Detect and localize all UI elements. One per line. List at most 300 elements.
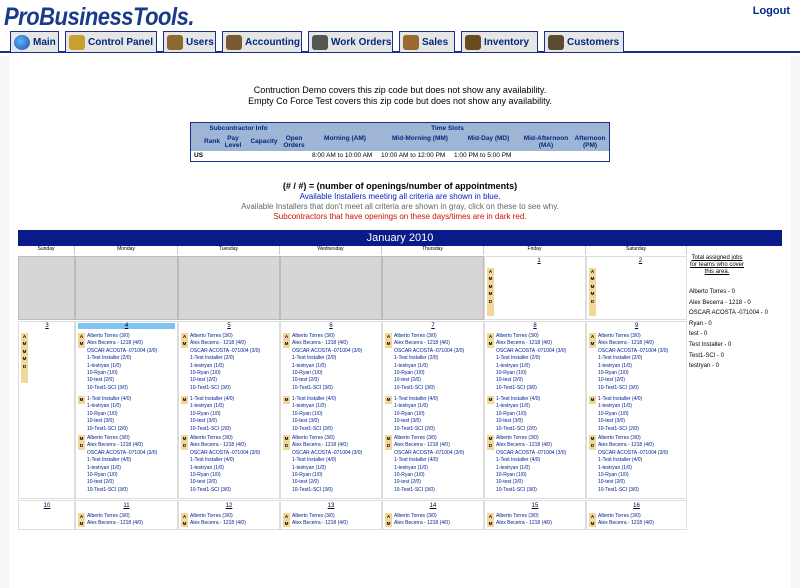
w2-4-d-slot-bar <box>385 435 392 450</box>
installer-entry[interactable]: Alex Becerra - 1218 (4/0) <box>292 520 348 527</box>
slot-letter: M <box>182 521 187 527</box>
installer-entry[interactable]: 10-test (2/0) <box>190 479 217 486</box>
slot-letter: A <box>590 514 595 519</box>
slot-letter: M <box>590 341 595 347</box>
tools-icon <box>69 35 85 50</box>
day-number[interactable]: 1 <box>537 258 541 264</box>
installer-entry[interactable]: 10-test (2/0) <box>394 377 421 384</box>
installer-entry[interactable]: 10-test (3/0) <box>190 418 217 425</box>
installer-entry[interactable]: 1-testryan (1/0) <box>598 403 632 410</box>
slot-letter: A <box>79 334 84 339</box>
installer-entry[interactable]: 10-Ryan (1/0) <box>190 370 221 376</box>
installer-entry[interactable]: 10-Test1-SCI (3/0) <box>394 384 435 391</box>
slot-letter: M <box>590 521 595 527</box>
w2-4-m-slot-bar <box>385 396 392 404</box>
installer-entry[interactable]: 10-test (3/0) <box>496 418 523 425</box>
installer-entry[interactable]: 10-test (2/0) <box>292 479 319 486</box>
installer-entry[interactable]: Alex Becerra - 1218 (4/0) <box>87 520 143 527</box>
slot-letter: M <box>182 341 187 347</box>
day-header-friday: Friday <box>484 246 586 255</box>
installer-entry[interactable]: Alex Becerra - 1218 (4/0) <box>394 340 450 347</box>
col-mid-afternoon: Mid-Afternoon (MA) <box>523 135 569 149</box>
installer-entry[interactable]: Alberto Torres (3/0) <box>190 513 233 519</box>
w2-2-d-slot-bar <box>181 435 188 450</box>
installer-entry[interactable]: Alberto Torres (3/0) <box>394 513 437 519</box>
row-mm: 10:00 AM to 12:00 PM <box>381 152 446 159</box>
slot-letter: M <box>284 521 289 527</box>
installer-entry[interactable]: 1-Test Installer (2/0) <box>190 355 235 362</box>
installer-entry[interactable]: 1-testryan (1/0) <box>598 464 632 471</box>
installer-entry[interactable]: 10-test (2/0) <box>496 377 523 384</box>
slot-letter: M <box>22 348 27 354</box>
installer-entry[interactable]: 10-Test1-SCI (3/0) <box>87 384 128 391</box>
installer-entry[interactable]: 10-Test1-SCI (2/0) <box>292 425 333 432</box>
installer-entry[interactable]: 10-Ryan (1/0) <box>496 410 527 417</box>
tab-users[interactable]: Users <box>163 31 216 52</box>
installer-entry[interactable]: Alberto Torres (3/0) <box>292 333 335 339</box>
installer-entry[interactable]: 10-Ryan (1/0) <box>292 410 323 417</box>
installer-entry[interactable]: 10-Ryan (1/0) <box>292 472 323 478</box>
day-number[interactable]: 8 <box>533 323 537 329</box>
installer-entry[interactable]: 10-Test1-SCI (3/0) <box>598 486 639 493</box>
installer-entry[interactable]: 1-testryan (1/0) <box>87 362 121 369</box>
day-number[interactable]: 16 <box>633 503 640 509</box>
slot-letter: M <box>590 436 595 441</box>
day-header-monday: Monday <box>75 246 178 255</box>
installer-entry[interactable]: 1-Test Installer (2/0) <box>598 355 643 362</box>
installer-entry[interactable]: 1-testryan (1/0) <box>394 403 428 410</box>
installer-entry[interactable]: 10-test (3/0) <box>292 418 319 425</box>
tab-main[interactable]: Main <box>10 31 59 52</box>
installer-entry[interactable]: OSCAR ACOSTA -071004 (3/0) <box>496 449 567 456</box>
col-mid-morning: Mid-Morning (MM) <box>392 135 448 142</box>
tab-work-orders[interactable]: Work Orders <box>308 31 393 52</box>
installer-entry[interactable]: Alberto Torres (3/0) <box>87 333 130 339</box>
tab-customers[interactable]: Customers <box>544 31 624 52</box>
day-number[interactable]: 13 <box>327 503 335 509</box>
installer-entry[interactable]: 1-Test Installer (4/0) <box>87 457 132 464</box>
installer-entry[interactable]: Alberto Torres (3/0) <box>292 435 335 441</box>
installer-entry[interactable]: OSCAR ACOSTA -071004 (3/0) <box>87 347 158 354</box>
col-mid-day: Mid-Day (MD) <box>467 135 510 142</box>
installer-entry[interactable]: 1-Test Installer (4/0) <box>87 396 132 402</box>
slot-letter: A <box>488 514 493 519</box>
installer-entry[interactable]: Alberto Torres (3/0) <box>598 513 641 519</box>
slot-letter: M <box>488 521 493 527</box>
slot-letter: D <box>386 443 391 449</box>
installer-entry[interactable]: 1-testryan (1/0) <box>292 362 326 369</box>
installer-entry[interactable]: 10-Test1-SCI (3/0) <box>496 486 537 493</box>
installer-entry[interactable]: 1-testryan (1/0) <box>190 362 224 369</box>
installer-entry[interactable]: 10-test (2/0) <box>394 479 421 486</box>
installer-entry[interactable]: 10-Test1-SCI (2/0) <box>598 425 639 432</box>
installer-entry[interactable]: 10-test (3/0) <box>598 418 625 425</box>
installer-entry[interactable]: 1-Test Installer (2/0) <box>394 355 439 362</box>
day-cell-w1-6[interactable] <box>586 256 687 320</box>
installer-entry[interactable]: Alberto Torres (3/0) <box>496 333 539 339</box>
installer-entry[interactable]: 10-test (2/0) <box>598 479 625 486</box>
w2-5-m-slot-bar <box>487 396 494 404</box>
installer-entry[interactable]: Alex Becerra - 1218 (4/0) <box>292 442 348 449</box>
installer-entry[interactable]: 10-Ryan (1/0) <box>87 410 118 417</box>
installer-entry[interactable]: 10-Test1-SCI (2/0) <box>190 425 231 432</box>
installer-entry[interactable]: Alberto Torres (3/0) <box>190 435 233 441</box>
row-am: 8:00 AM to 10:00 AM <box>312 152 373 159</box>
installer-entry[interactable]: Alex Becerra - 1218 (4/0) <box>496 520 552 527</box>
day-header-thursday: Thursday <box>382 246 484 255</box>
notice-line-2: Empty Co Force Test covers this zip code but does not show any availability. <box>248 96 552 106</box>
tab-sales[interactable]: Sales <box>399 31 455 52</box>
installer-entry[interactable]: 10-Ryan (1/0) <box>394 410 425 417</box>
day-number[interactable]: 11 <box>123 503 130 509</box>
slot-letter: M <box>386 436 391 441</box>
installer-entry[interactable]: 10-test (3/0) <box>87 418 114 425</box>
installer-entry[interactable]: 1-testryan (1/0) <box>87 464 121 471</box>
w2-5-a-slot-bar <box>487 333 494 348</box>
day-header-saturday: Saturday <box>586 246 687 255</box>
day-number[interactable]: 10 <box>43 503 51 509</box>
installer-entry[interactable]: Alex Becerra - 1218 (4/0) <box>598 442 654 449</box>
installer-entry[interactable]: OSCAR ACOSTA -071004 (3/0) <box>190 347 261 354</box>
installer-entry[interactable]: 10-test (2/0) <box>598 377 625 384</box>
time-slots-header <box>191 123 609 151</box>
assigned-jobs-item: Alex Becerra - 1218 - 0 <box>689 299 751 306</box>
slot-letter: A <box>590 269 595 274</box>
installer-entry[interactable]: 10-Ryan (1/0) <box>292 370 323 376</box>
installer-entry[interactable]: Alex Becerra - 1218 (4/0) <box>598 340 654 347</box>
users-icon <box>167 35 183 50</box>
installer-entry[interactable]: 10-Test1-SCI (3/0) <box>87 486 128 493</box>
slot-letter: A <box>590 334 595 339</box>
customers-icon <box>548 35 564 50</box>
assigned-jobs-item: testryan - 0 <box>689 363 720 370</box>
installer-entry[interactable]: 1-Test Installer (4/0) <box>394 396 439 402</box>
slot-letter: D <box>182 443 187 449</box>
w3-2-slot-bar <box>181 513 188 527</box>
slot-letter: M <box>386 341 391 347</box>
installer-entry[interactable]: OSCAR ACOSTA -071004 (3/0) <box>394 449 465 456</box>
slot-letter: M <box>284 397 289 402</box>
header-subcontractor-info: Subcontractor Info <box>209 125 268 132</box>
col-pay-level: Pay Level <box>224 135 242 149</box>
slot-letter: M <box>79 397 84 402</box>
slot-letter: M <box>590 283 595 289</box>
installer-entry[interactable]: 10-Test1-SCI (2/0) <box>87 425 128 432</box>
installer-entry[interactable]: 10-test (2/0) <box>496 479 523 486</box>
installer-entry[interactable]: 1-testryan (1/0) <box>190 464 224 471</box>
slot-letter: M <box>79 341 84 347</box>
installer-entry[interactable]: 10-Ryan (1/0) <box>496 370 527 376</box>
installer-entry[interactable]: Alex Becerra - 1218 (4/0) <box>190 442 246 449</box>
installer-entry[interactable]: Alberto Torres (3/0) <box>496 435 539 441</box>
notice-line-1: Contruction Demo covers this zip code but does not show any availability. <box>253 85 547 95</box>
day-header-sunday: Sunday <box>18 246 75 255</box>
installer-entry[interactable]: OSCAR ACOSTA -071004 (3/0) <box>598 347 669 354</box>
day-cell-w1-0 <box>18 256 75 320</box>
installer-entry[interactable]: 10-test (2/0) <box>292 377 319 384</box>
slot-letter: A <box>79 514 84 519</box>
slot-letter: A <box>284 334 289 339</box>
installer-entry[interactable]: Alex Becerra - 1218 (4/0) <box>394 520 450 527</box>
slot-letter: A <box>386 514 391 519</box>
slot-letter: A <box>182 334 187 339</box>
installer-entry[interactable]: Alex Becerra - 1218 (4/0) <box>394 442 450 449</box>
slot-letter: M <box>79 521 84 527</box>
slot-letter: M <box>488 283 493 289</box>
w2-6-d-slot-bar <box>589 435 596 450</box>
w3-1-slot-bar <box>78 513 85 527</box>
installer-entry[interactable]: 10-test (2/0) <box>190 377 217 384</box>
installer-entry[interactable]: 1-Test Installer (4/0) <box>394 457 439 464</box>
assigned-jobs-item: Alberto Torres - 0 <box>689 289 735 295</box>
slot-letter: M <box>488 291 493 297</box>
installer-entry[interactable]: 10-Test1-SCI (3/0) <box>292 384 333 391</box>
slot-letter: A <box>488 269 493 274</box>
installer-entry[interactable]: Alberto Torres (3/0) <box>87 513 130 519</box>
installer-entry[interactable]: 1-Test Installer (2/0) <box>496 355 541 362</box>
legend-red: Subcontractors that have openings on these days/times are in dark red. <box>273 212 527 221</box>
installer-entry[interactable]: 1-testryan (1/0) <box>292 464 326 471</box>
slot-letter: M <box>182 436 187 441</box>
slot-letter: A <box>488 334 493 339</box>
slot-letter: D <box>79 443 84 449</box>
w2-2-m-slot-bar <box>181 396 188 404</box>
installer-entry[interactable]: 10-test (2/0) <box>87 377 114 384</box>
day-number[interactable]: 9 <box>634 323 639 329</box>
slot-letter: M <box>488 276 493 282</box>
app-logo[interactable]: ProBusinessTools. <box>4 2 194 31</box>
installer-entry[interactable]: 10-Ryan (1/0) <box>598 410 629 417</box>
installer-entry[interactable]: 1-Test Installer (4/0) <box>598 457 643 464</box>
slot-letter: M <box>22 356 27 362</box>
day-number[interactable]: 7 <box>431 323 435 329</box>
installer-entry[interactable]: 10-test (2/0) <box>87 479 114 486</box>
installer-entry[interactable]: 1-Test Installer (4/0) <box>598 396 643 402</box>
day-header-wednesday: Wednesday <box>280 246 382 255</box>
assigned-jobs-item: test - 0 <box>689 331 708 338</box>
installer-entry[interactable]: OSCAR ACOSTA -071004 (3/0) <box>496 347 567 354</box>
w3-4-slot-bar <box>385 513 392 527</box>
installer-entry[interactable]: 1-Test Installer (4/0) <box>292 457 337 464</box>
installer-entry[interactable]: 10-Ryan (1/0) <box>394 370 425 376</box>
installer-entry[interactable]: Alberto Torres (3/0) <box>394 333 437 339</box>
slot-letter: M <box>284 436 289 441</box>
installer-entry[interactable]: 1-Test Installer (4/0) <box>190 457 235 464</box>
installer-entry[interactable]: OSCAR ACOSTA -071004 (3/0) <box>87 449 158 456</box>
assigned-jobs-item: Ryan - 0 <box>689 320 712 327</box>
assigned-jobs-item: OSCAR ACOSTA -071004 - 0 <box>689 310 768 317</box>
left-margin <box>0 56 9 588</box>
installer-entry[interactable]: 10-Ryan (1/0) <box>87 472 118 478</box>
installer-entry[interactable]: Alberto Torres (3/0) <box>292 513 335 519</box>
slot-letter: A <box>386 334 391 339</box>
inventory-icon <box>465 35 481 50</box>
installer-entry[interactable]: OSCAR ACOSTA -071004 (3/0) <box>292 449 363 456</box>
time-slots-row <box>191 151 609 161</box>
installer-entry[interactable]: 1-Test Installer (4/0) <box>496 457 541 464</box>
slot-letter: D <box>488 443 493 449</box>
main-nav <box>0 31 800 53</box>
day-number[interactable]: 14 <box>429 503 437 509</box>
slot-letter: M <box>488 397 493 402</box>
installer-entry[interactable]: 1-testryan (1/0) <box>496 403 530 410</box>
installer-entry[interactable]: Alberto Torres (3/0) <box>394 435 437 441</box>
w2-3-d-slot-bar <box>283 435 290 450</box>
slot-letter: M <box>590 291 595 297</box>
w3-5-slot-bar <box>487 513 494 527</box>
installer-entry[interactable]: 10-Ryan (1/0) <box>190 472 221 478</box>
installer-entry[interactable]: Alberto Torres (3/0) <box>190 333 233 339</box>
installer-entry[interactable]: 10-Test1-SCI (2/0) <box>496 425 537 432</box>
installer-entry[interactable]: Alex Becerra - 1218 (4/0) <box>87 340 143 347</box>
globe-icon <box>14 35 30 50</box>
tab-control-panel[interactable]: Control Panel <box>65 31 157 52</box>
calendar-month-title: January 2010 <box>18 230 782 246</box>
installer-entry[interactable]: 10-Ryan (1/0) <box>598 370 629 376</box>
installer-entry[interactable]: 10-Ryan (1/0) <box>87 370 118 376</box>
day-cell-w1-2 <box>178 256 280 320</box>
installer-entry[interactable]: 1-testryan (1/0) <box>496 464 530 471</box>
installer-entry[interactable]: 1-testryan (1/0) <box>598 362 632 369</box>
installer-entry[interactable]: 1-testryan (1/0) <box>394 362 428 369</box>
installer-entry[interactable]: 1-Test Installer (2/0) <box>292 355 337 362</box>
slot-letter: M <box>386 521 391 527</box>
col-rank: Rank <box>204 138 220 145</box>
time-slots-table <box>190 122 610 162</box>
w2-5-d-slot-bar <box>487 435 494 450</box>
w2-2-a-slot-bar <box>181 333 188 348</box>
installer-entry[interactable]: OSCAR ACOSTA -071004 (3/0) <box>292 347 363 354</box>
installer-entry[interactable]: 10-Ryan (1/0) <box>190 410 221 417</box>
day-cell-w1-1 <box>75 256 178 320</box>
right-margin <box>791 56 800 588</box>
installer-entry[interactable]: 1-testryan (1/0) <box>87 403 121 410</box>
installer-entry[interactable]: 10-Test1-SCI (3/0) <box>598 384 639 391</box>
sales-icon <box>403 35 419 50</box>
col-capacity: Capacity <box>250 138 278 145</box>
day-number[interactable]: 5 <box>227 323 231 329</box>
w3-3-slot-bar <box>283 513 290 527</box>
day-number[interactable]: 4 <box>78 323 175 329</box>
day-number[interactable]: 6 <box>329 323 333 329</box>
slot-letter: M <box>590 397 595 402</box>
day-header-tuesday: Tuesday <box>178 246 280 255</box>
slot-letter: D <box>590 443 595 449</box>
w2-1-m-slot-bar <box>78 396 85 404</box>
top-bar <box>0 0 800 54</box>
installer-entry[interactable]: OSCAR ACOSTA -071004 (3/0) <box>598 449 669 456</box>
installer-entry[interactable]: 1-Test Installer (2/0) <box>87 355 132 362</box>
truck-icon <box>312 35 328 50</box>
w2-3-m-slot-bar <box>283 396 290 404</box>
installer-entry[interactable]: 10-Ryan (1/0) <box>394 472 425 478</box>
installer-entry[interactable]: 10-Ryan (1/0) <box>598 472 629 478</box>
installer-entry[interactable]: 10-Test1-SCI (3/0) <box>394 486 435 493</box>
installer-entry[interactable]: 1-testryan (1/0) <box>292 403 326 410</box>
row-md: 1:00 PM to 5:00 PM <box>454 152 512 159</box>
slot-letter: M <box>182 397 187 402</box>
w1-5-slot-bar <box>487 268 494 316</box>
installer-entry[interactable]: 1-Test Installer (4/0) <box>190 396 235 402</box>
installer-entry[interactable]: Alex Becerra - 1218 (4/0) <box>190 520 246 527</box>
installer-entry[interactable]: Alex Becerra - 1218 (4/0) <box>292 340 348 347</box>
slot-letter: D <box>284 443 289 449</box>
header-time-slots: Time Slots <box>431 125 464 132</box>
w2-1-d-slot-bar <box>78 435 85 450</box>
installer-entry[interactable]: OSCAR ACOSTA -071004 (3/0) <box>190 449 261 456</box>
installer-entry[interactable]: 1-testryan (1/0) <box>190 403 224 410</box>
accountant-icon <box>226 35 242 50</box>
installer-entry[interactable]: Alex Becerra - 1218 (4/0) <box>190 340 246 347</box>
slot-letter: M <box>590 276 595 282</box>
installer-entry[interactable]: 10-Test1-SCI (3/0) <box>190 384 231 391</box>
w3-6-slot-bar <box>589 513 596 527</box>
installer-entry[interactable]: 10-Test1-SCI (3/0) <box>496 384 537 391</box>
slot-letter: M <box>79 436 84 441</box>
w2-3-a-slot-bar <box>283 333 290 348</box>
col-afternoon: Afternoon (PM) <box>574 135 606 149</box>
logout-link[interactable]: Logout <box>752 5 790 17</box>
installer-entry[interactable]: Alberto Torres (3/0) <box>496 513 539 519</box>
day-cell-w1-5[interactable] <box>484 256 586 320</box>
installer-entry[interactable]: 10-Test1-SCI (3/0) <box>190 486 231 493</box>
installer-entry[interactable]: 10-test (3/0) <box>394 418 421 425</box>
installer-entry[interactable]: Alex Becerra - 1218 (4/0) <box>496 442 552 449</box>
installer-entry[interactable]: Alberto Torres (3/0) <box>598 333 641 339</box>
row-name: US <box>194 152 204 159</box>
installer-entry[interactable]: Alberto Torres (3/0) <box>87 435 130 441</box>
slot-letter: M <box>386 397 391 402</box>
slot-letter: M <box>22 341 27 347</box>
col-morning: Morning (AM) <box>324 135 366 142</box>
installer-entry[interactable]: 1-Test Installer (4/0) <box>496 396 541 402</box>
slot-letter: A <box>182 514 187 519</box>
assigned-jobs-item: Test Installer - 0 <box>689 341 732 348</box>
legend-formula: (# / #) = (number of openings/number of appointments) <box>282 181 518 191</box>
slot-letter: D <box>590 298 595 304</box>
assigned-jobs-title: Total assigned jobs for teams who cover this area. <box>689 255 745 275</box>
installer-entry[interactable]: Alex Becerra - 1218 (4/0) <box>87 442 143 449</box>
installer-entry[interactable]: 10-Test1-SCI (2/0) <box>394 425 435 432</box>
w2-4-a-slot-bar <box>385 333 392 348</box>
day-number[interactable]: 2 <box>638 258 643 264</box>
slot-letter: M <box>488 341 493 347</box>
slot-letter: M <box>488 436 493 441</box>
tab-accounting[interactable]: Accounting <box>222 31 302 52</box>
installer-entry[interactable]: 1-testryan (1/0) <box>394 464 428 471</box>
w1-6-slot-bar <box>589 268 596 316</box>
installer-entry[interactable]: Alex Becerra - 1218 (4/0) <box>496 340 552 347</box>
tab-inventory[interactable]: Inventory <box>461 31 538 52</box>
w2-6-a-slot-bar <box>589 333 596 348</box>
legend-gray: Available Installers that don't meet all criteria are shown in gray, click on these to see why. <box>241 202 559 211</box>
day-number[interactable]: 15 <box>531 503 539 509</box>
installer-entry[interactable]: 10-Test1-SCI (3/0) <box>292 486 333 493</box>
col-open-orders: Open Orders <box>283 135 305 149</box>
slot-letter: M <box>284 341 289 347</box>
installer-entry[interactable]: 1-Test Installer (4/0) <box>292 396 337 402</box>
installer-entry[interactable]: Alberto Torres (3/0) <box>598 435 641 441</box>
installer-entry[interactable]: 1-testryan (1/0) <box>496 362 530 369</box>
installer-entry[interactable]: OSCAR ACOSTA -071004 (3/0) <box>394 347 465 354</box>
day-number[interactable]: 3 <box>45 323 49 329</box>
assigned-jobs-panel <box>689 255 789 372</box>
installer-entry[interactable]: Alex Becerra - 1218 (4/0) <box>598 520 654 527</box>
legend-blue: Available Installers meeting all criteria are shown in blue. <box>299 192 501 201</box>
day-number[interactable]: 12 <box>225 503 233 509</box>
installer-entry[interactable]: 10-Ryan (1/0) <box>496 472 527 478</box>
slot-letter: D <box>22 363 27 369</box>
